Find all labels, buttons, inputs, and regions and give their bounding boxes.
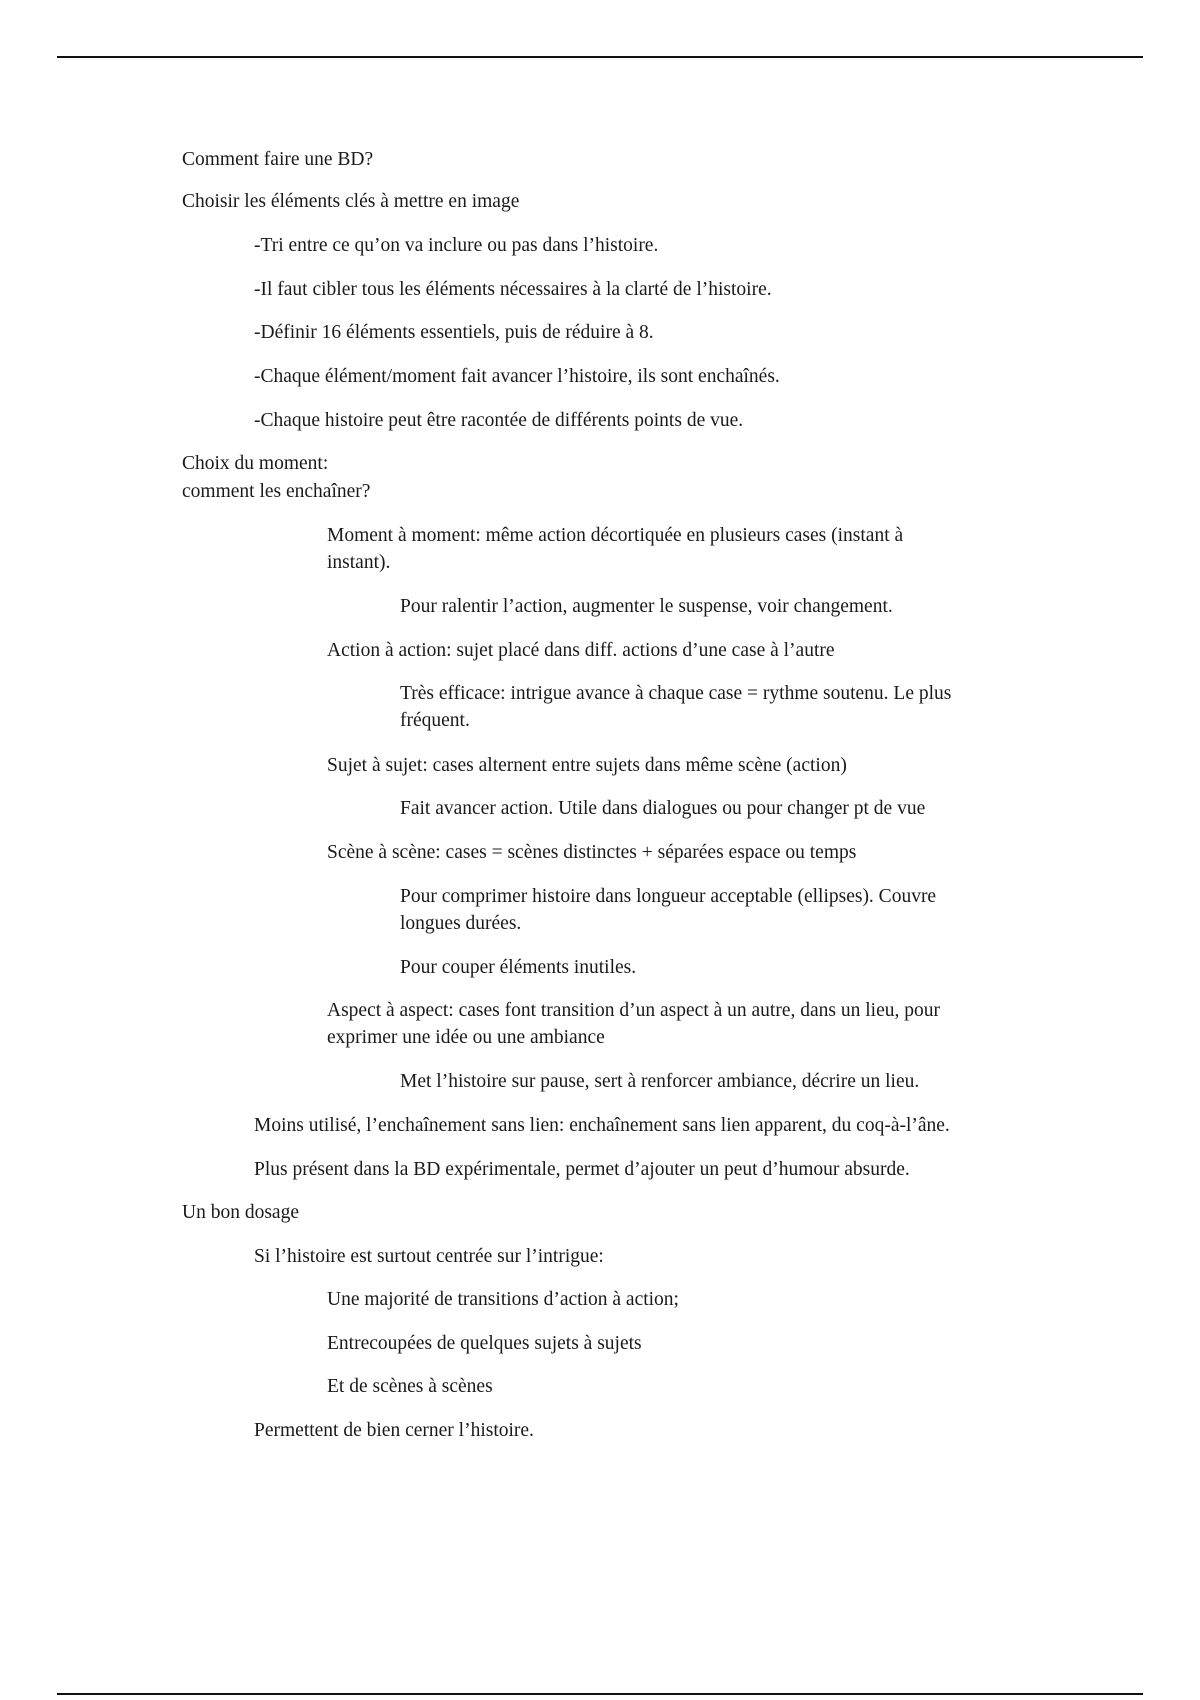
list-item: -Définir 16 éléments essentiels, puis de réduire à 8. xyxy=(254,322,654,343)
list-item: Une majorité de transitions d’action à action; xyxy=(327,1289,679,1310)
sans-lien-text: Moins utilisé, l’enchaînement sans lien: enchaînement sans lien apparent, du coq-à-l’âne. xyxy=(254,1115,950,1136)
list-item: Entrecoupées de quelques sujets à sujets xyxy=(327,1333,642,1354)
sans-lien-text-2: Plus présent dans la BD expérimentale, permet d’ajouter un peut d’humour absurde. xyxy=(254,1159,910,1180)
heading-choix-moment: Choix du moment: xyxy=(182,453,329,474)
transition-aspect-cont: exprimer une idée ou une ambiance xyxy=(327,1027,605,1048)
header-rule xyxy=(57,56,1143,58)
list-item: -Chaque élément/moment fait avancer l’histoire, ils sont enchaînés. xyxy=(254,366,780,387)
list-item: -Tri entre ce qu’on va inclure ou pas dans l’histoire. xyxy=(254,235,659,256)
transition-moment-cont: instant). xyxy=(327,552,391,573)
transition-action-detail: Très efficace: intrigue avance à chaque case = rythme soutenu. Le plus xyxy=(400,683,952,704)
footer-rule xyxy=(57,1693,1143,1695)
heading-choisir-elements: Choisir les éléments clés à mettre en image xyxy=(182,191,520,212)
transition-aspect-detail: Met l’histoire sur pause, sert à renforcer ambiance, décrire un lieu. xyxy=(400,1071,920,1092)
heading-comment-faire: Comment faire une BD? xyxy=(182,149,374,170)
transition-aspect: Aspect à aspect: cases font transition d’un aspect à un autre, dans un lieu, pour xyxy=(327,1000,940,1021)
transition-sujet-detail: Fait avancer action. Utile dans dialogues ou pour changer pt de vue xyxy=(400,798,926,819)
list-item: -Chaque histoire peut être racontée de différents points de vue. xyxy=(254,410,744,431)
heading-choix-moment-sub: comment les enchaîner? xyxy=(182,481,371,502)
transition-scene-detail-1: Pour comprimer histoire dans longueur acceptable (ellipses). Couvre xyxy=(400,886,937,907)
transition-moment-detail: Pour ralentir l’action, augmenter le suspense, voir changement. xyxy=(400,596,893,617)
transition-scene-detail-2: Pour couper éléments inutiles. xyxy=(400,957,637,978)
transition-action: Action à action: sujet placé dans diff. actions d’une case à l’autre xyxy=(327,640,835,661)
list-item: Et de scènes à scènes xyxy=(327,1376,493,1397)
list-item: -Il faut cibler tous les éléments nécessaires à la clarté de l’histoire. xyxy=(254,279,772,300)
dosage-intro: Si l’histoire est surtout centrée sur l’intrigue: xyxy=(254,1246,604,1267)
heading-bon-dosage: Un bon dosage xyxy=(182,1202,299,1223)
transition-scene-detail-1-cont: longues durées. xyxy=(400,913,522,934)
transition-sujet: Sujet à sujet: cases alternent entre sujets dans même scène (action) xyxy=(327,755,847,776)
transition-action-detail-cont: fréquent. xyxy=(400,710,470,731)
dosage-conclusion: Permettent de bien cerner l’histoire. xyxy=(254,1420,534,1441)
transition-moment: Moment à moment: même action décortiquée en plusieurs cases (instant à xyxy=(327,525,904,546)
transition-scene: Scène à scène: cases = scènes distinctes + séparées espace ou temps xyxy=(327,842,857,863)
